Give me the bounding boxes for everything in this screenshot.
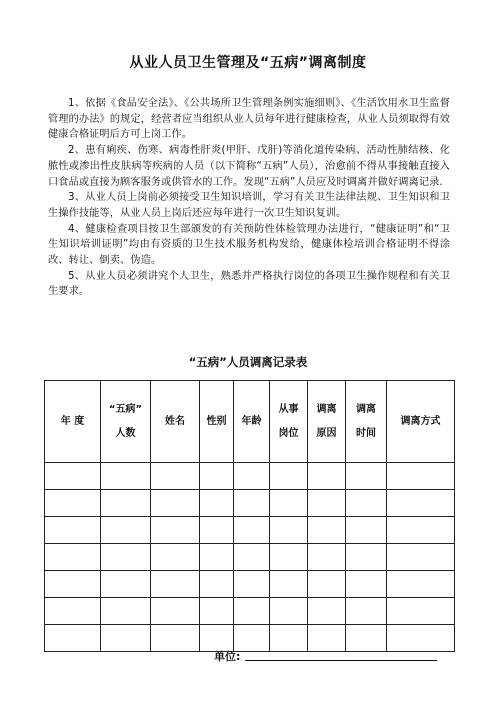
table-cell[interactable]: [387, 544, 455, 571]
header-method: 调离方式: [387, 381, 455, 463]
table-cell[interactable]: [200, 598, 234, 625]
header-year: 年 度: [45, 381, 101, 463]
table-cell[interactable]: [101, 625, 151, 652]
table-cell[interactable]: [151, 598, 200, 625]
header-name: 姓名: [151, 381, 200, 463]
table-cell[interactable]: [346, 544, 387, 571]
table-cell[interactable]: [151, 490, 200, 517]
header-reason: 调离 原因: [308, 381, 346, 463]
table-cell[interactable]: [308, 490, 346, 517]
table-title: “五病”人员调离记录表: [188, 355, 308, 369]
table-cell[interactable]: [45, 571, 101, 598]
unit-input-line[interactable]: [245, 660, 437, 661]
table-row: [45, 625, 455, 652]
table-cell[interactable]: [346, 598, 387, 625]
table-cell[interactable]: [151, 544, 200, 571]
table-cell[interactable]: [346, 463, 387, 490]
table-cell[interactable]: [346, 625, 387, 652]
table-header-row: [45, 381, 455, 463]
table-cell[interactable]: [45, 625, 101, 652]
table-row: [45, 544, 455, 571]
clause-2: 2、患有痢疾、伤寒、病毒性肝炎(甲肝、戊肝)等消化道传染病、活动性肺结核、化脓性或渗出性皮肤病等疾病的人员（以下简称“五病”人员），治愈前不得从事接触直接入口食品或直接为顾客服务或供管水的工作。发现“五病”人员应及时调离并做好调离记录.: [48, 145, 450, 188]
table-cell[interactable]: [45, 598, 101, 625]
table-cell[interactable]: [234, 544, 270, 571]
table-cell[interactable]: [45, 544, 101, 571]
header-position: 从事 岗位: [270, 381, 308, 463]
regulation-body: [48, 96, 450, 300]
table-cell[interactable]: [270, 625, 308, 652]
table-cell[interactable]: [234, 598, 270, 625]
table-cell[interactable]: [308, 625, 346, 652]
table-cell[interactable]: [270, 490, 308, 517]
table-cell[interactable]: [234, 571, 270, 598]
table-cell[interactable]: [151, 463, 200, 490]
table-cell[interactable]: [387, 463, 455, 490]
table-cell[interactable]: [387, 625, 455, 652]
table-cell[interactable]: [101, 598, 151, 625]
unit-label: 单位:: [214, 650, 241, 663]
table-cell[interactable]: [270, 571, 308, 598]
clause-1: 1、依据《食品安全法》、《公共场所卫生管理条例实施细则》、《生活饮用水卫生监督管理的办法》的规定，经营者应当组织从业人员每年进行健康检查，从业人员须取得有效健康合格证明后方可上岗工作。: [48, 98, 450, 141]
table-cell[interactable]: [308, 517, 346, 544]
table-row: [45, 598, 455, 625]
page-title: 从业人员卫生管理及“五病”调离制度: [129, 55, 367, 71]
table-cell[interactable]: [387, 598, 455, 625]
transfer-record-table: [44, 380, 455, 652]
table-cell[interactable]: [101, 544, 151, 571]
table-cell[interactable]: [45, 517, 101, 544]
header-age: 年龄: [234, 381, 270, 463]
table-cell[interactable]: [200, 463, 234, 490]
table-cell[interactable]: [387, 517, 455, 544]
table-cell[interactable]: [151, 625, 200, 652]
header-time: 调离 时间: [346, 381, 387, 463]
clause-3: 3、从业人员上岗前必须接受卫生知识培训，学习有关卫生法律法规、卫生知识和卫生操作技能等，从业人员上岗后还应每年进行一次卫生知识复训。: [48, 192, 450, 219]
table-cell[interactable]: [270, 544, 308, 571]
table-row: [45, 571, 455, 598]
table-row: [45, 490, 455, 517]
table-cell[interactable]: [308, 544, 346, 571]
table-cell[interactable]: [101, 463, 151, 490]
clause-4: 4、健康检查项目按卫生部颁发的有关预防性体检管理办法进行，“健康证明”和“卫生知识培训证明”均由有资质的卫生技术服务机构发给，健康体检培训合格证明不得涂改、转让、倒卖、伪造。: [48, 223, 450, 267]
header-count: “五病” 人数: [101, 381, 151, 463]
table-row: [45, 517, 455, 544]
table-cell[interactable]: [101, 490, 151, 517]
table-cell[interactable]: [200, 571, 234, 598]
header-gender: 性别: [200, 381, 234, 463]
table-cell[interactable]: [308, 571, 346, 598]
table-cell[interactable]: [308, 598, 346, 625]
table-cell[interactable]: [346, 517, 387, 544]
table-cell[interactable]: [45, 490, 101, 517]
table-cell[interactable]: [270, 463, 308, 490]
table-cell[interactable]: [151, 571, 200, 598]
table-cell[interactable]: [234, 517, 270, 544]
table-cell[interactable]: [200, 544, 234, 571]
table-cell[interactable]: [151, 517, 200, 544]
table-cell[interactable]: [270, 517, 308, 544]
table-cell[interactable]: [45, 463, 101, 490]
table-cell[interactable]: [346, 571, 387, 598]
table-cell[interactable]: [234, 463, 270, 490]
table-cell[interactable]: [270, 598, 308, 625]
table-cell[interactable]: [101, 517, 151, 544]
table-cell[interactable]: [101, 571, 151, 598]
table-cell[interactable]: [387, 490, 455, 517]
table-cell[interactable]: [387, 571, 455, 598]
table-cell[interactable]: [346, 490, 387, 517]
table-cell[interactable]: [200, 517, 234, 544]
table-row: [45, 463, 455, 490]
table-cell[interactable]: [234, 490, 270, 517]
table-cell[interactable]: [200, 490, 234, 517]
table-cell[interactable]: [308, 463, 346, 490]
clause-5: 5、从业人员必须讲究个人卫生，熟悉并严格执行岗位的各项卫生操作规程和有关卫生要求。: [48, 270, 450, 298]
